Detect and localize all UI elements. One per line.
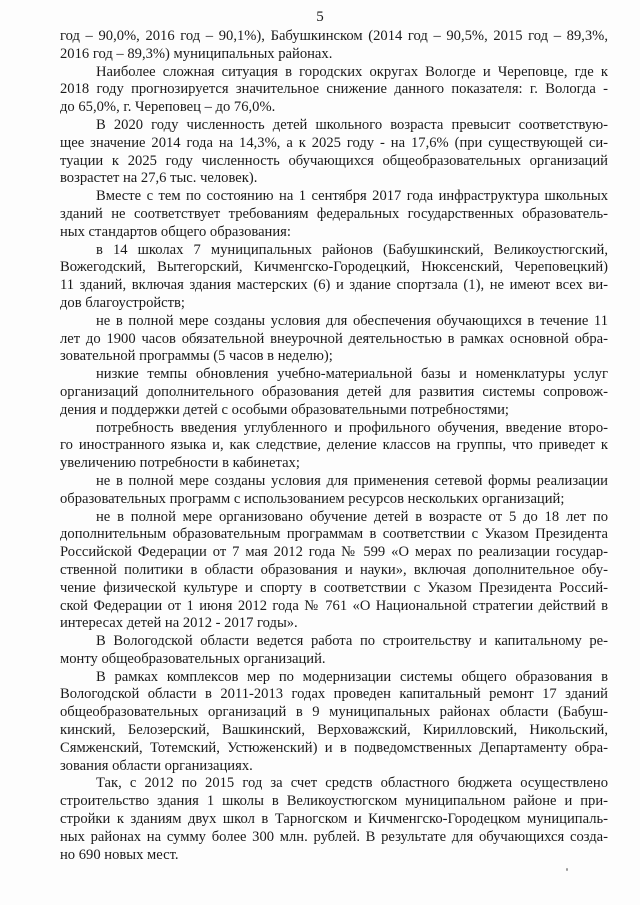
text-line: Вожегодский, Вытегорский, Кичменгско-Городецкий, Нюксенский, Череповецкий) [60, 259, 608, 276]
paragraph [60, 117, 608, 188]
paragraph [60, 28, 608, 64]
text-line: дополнительным образовательным программам в соответствии с Указом Президента [60, 526, 608, 543]
paragraph [60, 242, 608, 313]
text-line: Вологодской области в 2011-2013 годах проведен капитальный ремонт 17 зданий [60, 686, 608, 703]
text-line: зования области организациях. [60, 757, 253, 774]
text-line: не в полной мере организовано обучение детей в возрасте от 5 до 18 лет по [96, 508, 608, 525]
paragraph [60, 188, 608, 241]
paragraph [60, 509, 608, 634]
text-line: зовательной программы (5 часов в неделю); [60, 348, 333, 365]
paragraph [60, 775, 608, 864]
text-line: 2016 год – 89,3%) муниципальных районах. [60, 45, 333, 62]
paragraph [60, 64, 608, 117]
text-line: кинский, Белозерский, Вашкинский, Верховажский, Кирилловский, Никольский, [60, 722, 608, 739]
text-line: до 65,0%, г. Череповец – до 76,0%. [60, 99, 276, 116]
text-line: В 2020 году численность детей школьного возраста превысит соответствую- [96, 116, 608, 133]
text-line: зданий не соответствует требованиям федеральных государственных образователь- [60, 205, 608, 222]
text-line: увеличению потребности в кабинетах; [60, 455, 300, 472]
text-line: общеобразовательных организаций в 9 муниципальных районах области (Бабуш- [60, 704, 608, 721]
text-line: в 14 школах 7 муниципальных районов (Бабушкинский, Великоустюгский, [96, 241, 608, 258]
text-line: ных стандартов общего образования: [60, 223, 291, 240]
text-line: не в полной мере созданы условия для обеспечения обучающихся в течение 11 [96, 312, 608, 329]
text-line: Вместе с тем по состоянию на 1 сентября 2017 года инфраструктура школьных [96, 188, 608, 205]
text-line: возрастет на 27,6 тыс. человек). [60, 170, 258, 187]
text-line: чение физической культуре и спорту в соответствии с Указом Президента Россий- [60, 579, 608, 596]
text-line: монту общеобразовательных организаций. [60, 650, 326, 667]
text-line: дов благоустройств; [60, 294, 185, 311]
text-line: образовательных программ с использованием ресурсов нескольких организаций; [60, 490, 565, 507]
text-line: Так, с 2012 по 2015 год за счет средств областного бюджета осуществлено [96, 775, 608, 792]
text-line: строительство здания 1 школы в Великоустюгском муниципальном районе и при- [60, 793, 608, 810]
text-line: В Вологодской области ведется работа по строительству и капитальному ре- [96, 633, 608, 650]
text-line: ской Федерации от 1 июня 2012 года № 761 «О Национальной стратегии действий в [60, 597, 608, 614]
text-line: год – 90,0%, 2016 год – 90,1%), Бабушкинском (2014 год – 90,5%, 2015 год – 89,3%, [60, 28, 608, 44]
text-line: Российской Федерации от 7 мая 2012 года № 599 «О мерах по реализации государ- [60, 544, 608, 561]
paragraph [60, 633, 608, 669]
text-line: интересах детей на 2012 - 2017 годы». [60, 615, 298, 632]
text-line: не в полной мере созданы условия для применения сетевой формы реализации [96, 472, 608, 489]
paragraph [60, 313, 608, 366]
body-text [60, 28, 608, 864]
text-line: щее значение 2014 года на 14,3%, а к 2025 году - на 17,6% (при существующей си- [60, 134, 608, 151]
paragraph [60, 473, 608, 509]
text-line: ных районах на сумму более 300 млн. рублей. В результате для обучающихся созда- [60, 828, 608, 845]
text-line: 2018 году прогнозируется значительное снижение данного показателя: г. Вологда - [60, 81, 608, 98]
text-line: 11 зданий, включая здания мастерских (6) и здание спортзала (1), не имеют всех ви- [60, 277, 608, 294]
paragraph [60, 420, 608, 473]
text-line: низкие темпы обновления учебно-материальной базы и номенклатуры услуг [96, 366, 608, 383]
text-line: лет до 1900 часов обязательной внеурочной деятельностью в рамках основной обра- [60, 330, 608, 347]
text-line: стройки к зданиям двух школ в Тарногском и Кичменгско-Городецком муниципаль- [60, 811, 608, 828]
text-line: но 690 новых мест. [60, 846, 179, 863]
text-line: ственной политики в области образования и науки», включая дополнительное обу- [60, 561, 608, 578]
text-line: потребность введения углубленного и профильного обучения, введение второ- [96, 419, 608, 436]
paragraph [60, 366, 608, 419]
text-line: дения и поддержки детей с особыми образовательными потребностями; [60, 401, 509, 418]
text-line: Наиболее сложная ситуация в городских округах Вологде и Череповце, где к [96, 63, 608, 80]
text-line: В рамках комплексов мер по модернизации системы общего образования в [96, 668, 608, 685]
page-number: 5 [316, 9, 324, 25]
scan-speck [566, 868, 568, 871]
text-line: Сямженский, Тотемский, Устюженский) и в подведомственных Департаменту обра- [60, 739, 608, 756]
text-line: туации к 2025 году численность обучающихся общеобразовательных организаций [60, 152, 608, 169]
text-line: организаций дополнительного образования детей для развития системы сопровож- [60, 383, 608, 400]
text-line: го иностранного языка и, как следствие, деление классов на группы, что приведет к [60, 437, 608, 454]
paragraph [60, 669, 608, 776]
